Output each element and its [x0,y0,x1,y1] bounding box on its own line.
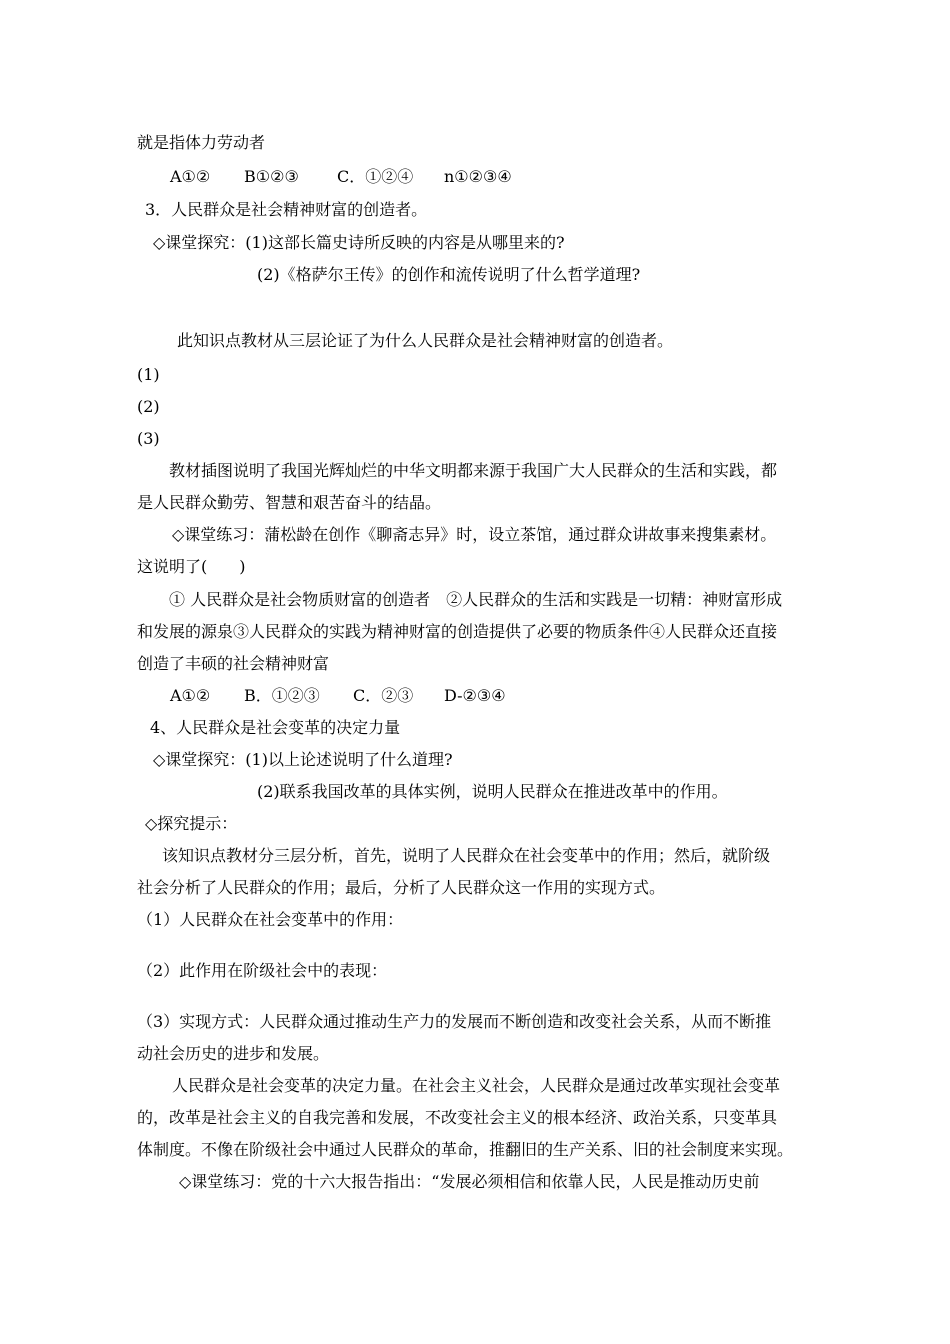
option-b: B①②③ [244,167,299,186]
section-heading: 4、人民群众是社会变革的决定力量 [150,718,401,737]
exploration-question: (2)《格萨尔王传》的创作和流传说明了什么哲学道理? [257,265,641,284]
exploration-question: (2)联系我国改革的具体实例，说明人民群众在推进改革中的作用。 [257,782,728,801]
paragraph-line: 动社会历史的进步和发展。 [137,1044,330,1063]
statement-line: ① 人民群众是社会物质财富的创造者 ②人民群众的生活和实践是一切精：神财富形成 [169,590,783,609]
blank-item: (2) [137,397,160,416]
paragraph-line: 教材插图说明了我国光辉灿烂的中华文明都来源于我国广大人民群众的生活和实践，都 [169,461,778,480]
section-heading: 3．人民群众是社会精神财富的创造者。 [145,200,428,219]
blank-item: (3) [137,429,160,448]
exploration-question: ◇课堂探究：(1)以上论述说明了什么道理? [153,750,453,769]
practice-question: 这说明了( ) [137,557,246,576]
blank-item: (1) [137,365,160,384]
option-c: C．②③ [353,686,414,705]
option-a: A①② [170,686,211,705]
numbered-item: （1）人民群众在社会变革中的作用： [137,910,404,929]
paragraph-line: 人民群众是社会变革的决定力量。在社会主义社会，人民群众是通过改革实现社会变革 [172,1076,781,1095]
paragraph-line: 的，改革是社会主义的自我完善和发展，不改变社会主义的根本经济、政治关系，只变革具 [137,1108,778,1127]
paragraph-line: 该知识点教材分三层分析，首先，说明了人民群众在社会变革中的作用；然后，就阶级 [162,846,771,865]
option-b: B．①②③ [244,686,320,705]
practice-question: ◇课堂练习：党的十六大报告指出：“发展必须相信和依靠人民，人民是推动历史前 [179,1172,760,1191]
option-a: A①② [170,167,211,186]
option-d: D-②③④ [444,686,506,705]
option-d: n①②③④ [444,167,512,186]
statement-line: 和发展的源泉③人民群众的实践为精神财富的创造提供了必要的物质条件④人民群众还直接 [137,622,778,641]
paragraph-line: 此知识点教材从三层论证了为什么人民群众是社会精神财富的创造者。 [177,331,674,350]
statement-line: 创造了丰硕的社会精神财富 [137,654,330,673]
exploration-question: ◇课堂探究：(1)这部长篇史诗所反映的内容是从哪里来的? [153,233,565,252]
paragraph-line: 体制度。不像在阶级社会中通过人民群众的革命，推翻旧的生产关系、旧的社会制度来实现。 [137,1140,794,1159]
hint-heading: ◇探究提示： [145,814,238,833]
practice-question: ◇课堂练习：蒲松龄在创作《聊斋志异》时，设立茶馆，通过群众讲故事来搜集素材。 [172,525,777,544]
text-line: 就是指体力劳动者 [137,133,266,152]
paragraph-line: 社会分析了人民群众的作用；最后，分析了人民群众这一作用的实现方式。 [137,878,666,897]
option-c: C．①②④ [337,167,414,186]
paragraph-line: 是人民群众勤劳、智慧和艰苦奋斗的结晶。 [137,493,442,512]
numbered-item: （2）此作用在阶级社会中的表现： [137,961,388,980]
numbered-item: （3）实现方式：人民群众通过推动生产力的发展而不断创造和改变社会关系，从而不断推 [137,1012,772,1031]
